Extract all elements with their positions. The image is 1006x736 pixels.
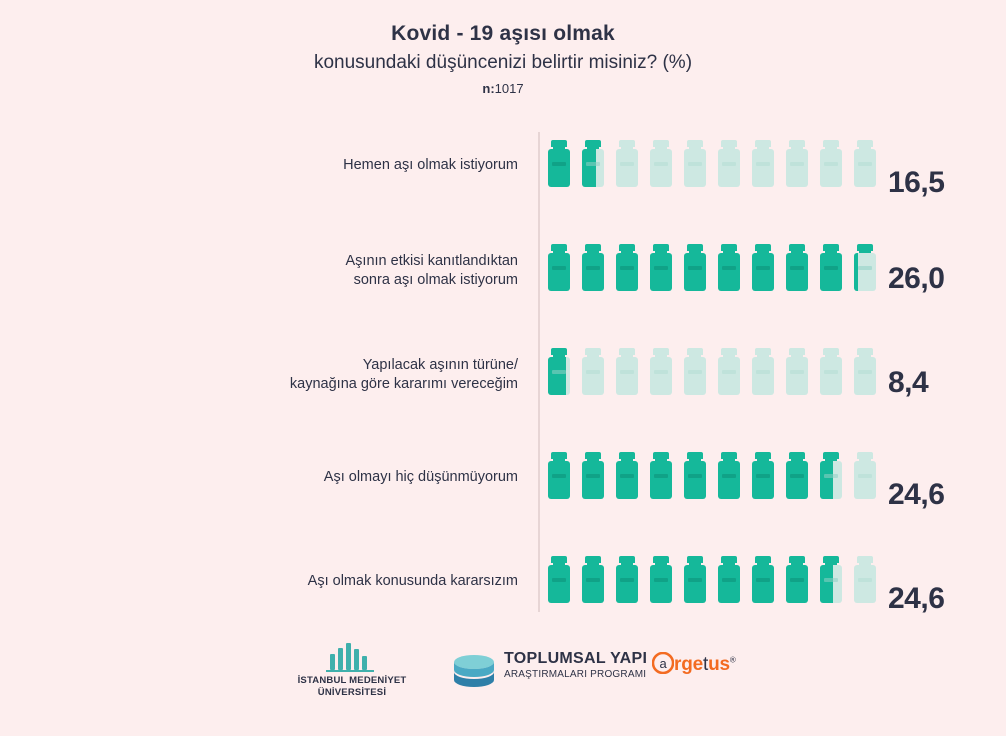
- vaccine-vial-icon: [684, 452, 706, 499]
- chart-row: [0, 118, 1006, 218]
- logo-argetus-post: t: [702, 654, 709, 675]
- vaccine-vial-icon: [548, 452, 570, 499]
- vaccine-vial-icon: [718, 452, 740, 499]
- logo-toplumsal-yapi: [452, 650, 652, 680]
- row-label-line1: Yapılacak aşının türüne/: [362, 357, 518, 373]
- row-value: 8,4: [888, 366, 929, 399]
- logo-typ-line2: ARAŞTIRMALARI PROGRAMI: [504, 669, 647, 680]
- vaccine-vial-icon: [548, 556, 570, 603]
- logo-typ-line1: TOPLUMSAL YAPI: [504, 650, 648, 667]
- vaccine-vial-icon: [854, 452, 876, 499]
- vaccine-vial-icon: [616, 348, 638, 395]
- page-title: Kovid - 19 aşısı olmak: [391, 22, 615, 45]
- sample-size: [0, 81, 1006, 96]
- pictogram-strip: [548, 244, 868, 300]
- row-label: [200, 572, 518, 591]
- layered-disc-icon: [452, 652, 496, 692]
- vaccine-vial-icon: [786, 140, 808, 187]
- vaccine-vial-icon: [684, 244, 706, 291]
- row-label: [200, 252, 518, 290]
- vaccine-vial-icon: [650, 140, 672, 187]
- vaccine-vial-icon: [820, 556, 842, 603]
- vaccine-vial-icon: [650, 244, 672, 291]
- vaccine-vial-icon: [820, 452, 842, 499]
- vaccine-vial-icon: [718, 556, 740, 603]
- vaccine-vial-icon: [616, 140, 638, 187]
- vaccine-vial-icon: [548, 348, 570, 395]
- row-label-line1: Hemen aşı olmak istiyorum: [343, 157, 518, 173]
- vaccine-vial-icon: [854, 556, 876, 603]
- vaccine-vial-icon: [582, 452, 604, 499]
- logo-imu-line2: ÜNİVERSİTESİ: [317, 687, 387, 698]
- vaccine-vial-icon: [820, 244, 842, 291]
- university-mark-icon: [322, 640, 382, 672]
- vaccine-vial-icon: [854, 140, 876, 187]
- chart-area: [0, 118, 1006, 622]
- pictogram-strip: [548, 452, 868, 508]
- vaccine-vial-icon: [548, 244, 570, 291]
- logo-argetus-accent: rge: [674, 654, 703, 675]
- logo-argetus-tm: ®: [729, 655, 736, 665]
- row-value: 26,0: [888, 262, 945, 295]
- chart-row: [0, 430, 1006, 530]
- row-value: 16,5: [888, 166, 945, 199]
- vaccine-vial-icon: [718, 140, 740, 187]
- vaccine-vial-icon: [752, 348, 774, 395]
- vaccine-vial-icon: [650, 452, 672, 499]
- vaccine-vial-icon: [684, 556, 706, 603]
- vaccine-vial-icon: [752, 556, 774, 603]
- chart-header: [0, 0, 1006, 118]
- vaccine-vial-icon: [616, 452, 638, 499]
- chart-row: [0, 326, 1006, 426]
- vaccine-vial-icon: [820, 140, 842, 187]
- vaccine-vial-icon: [752, 244, 774, 291]
- vaccine-vial-icon: [786, 348, 808, 395]
- vaccine-vial-icon: [650, 348, 672, 395]
- pictogram-strip: [548, 556, 868, 612]
- svg-text:a: a: [659, 656, 667, 671]
- row-label: [200, 156, 518, 175]
- vaccine-vial-icon: [786, 452, 808, 499]
- vaccine-vial-icon: [786, 244, 808, 291]
- logo-argetus-tail: us: [708, 654, 730, 675]
- vaccine-vial-icon: [854, 348, 876, 395]
- logo-istanbul-medeniyet-universitesi: [272, 640, 432, 699]
- vaccine-vial-icon: [752, 140, 774, 187]
- vaccine-vial-icon: [786, 556, 808, 603]
- vaccine-vial-icon: [718, 348, 740, 395]
- vaccine-vial-icon: [616, 556, 638, 603]
- row-value: 24,6: [888, 478, 945, 511]
- row-label-line2: kaynağına göre kararımı vereceğim: [289, 376, 518, 392]
- vaccine-vial-icon: [616, 244, 638, 291]
- vaccine-vial-icon: [684, 140, 706, 187]
- logo-argetus: [652, 652, 802, 676]
- sample-size-value: 1017: [494, 81, 524, 96]
- chart-row: [0, 534, 1006, 634]
- footer-logos: [0, 622, 1006, 736]
- chart-row: [0, 222, 1006, 322]
- row-label-line1: Aşı olmayı hiç düşünmüyorum: [323, 469, 518, 485]
- vaccine-vial-icon: [684, 348, 706, 395]
- pictogram-strip: [548, 348, 868, 404]
- page-subtitle: konusundaki düşüncenizi belirtir misiniz? (%): [313, 52, 693, 73]
- row-label: [200, 356, 518, 394]
- vaccine-vial-icon: [820, 348, 842, 395]
- argetus-circle-icon: [652, 652, 674, 674]
- row-label-line1: Aşı olmak konusunda kararsızım: [307, 573, 518, 589]
- pictogram-strip: [548, 140, 868, 196]
- vaccine-vial-icon: [582, 556, 604, 603]
- vaccine-vial-icon: [582, 140, 604, 187]
- vaccine-vial-icon: [752, 452, 774, 499]
- vaccine-vial-icon: [854, 244, 876, 291]
- row-label-line2: sonra aşı olmak istiyorum: [353, 272, 518, 288]
- sample-size-prefix: n:: [482, 81, 495, 96]
- vaccine-vial-icon: [582, 348, 604, 395]
- vaccine-vial-icon: [548, 140, 570, 187]
- row-label-line1: Aşının etkisi kanıtlandıktan: [345, 253, 518, 269]
- logo-imu-line1: İSTANBUL MEDENİYET: [297, 675, 407, 686]
- vaccine-vial-icon: [718, 244, 740, 291]
- vaccine-vial-icon: [582, 244, 604, 291]
- vaccine-vial-icon: [650, 556, 672, 603]
- row-label: [200, 468, 518, 487]
- row-value: 24,6: [888, 582, 945, 615]
